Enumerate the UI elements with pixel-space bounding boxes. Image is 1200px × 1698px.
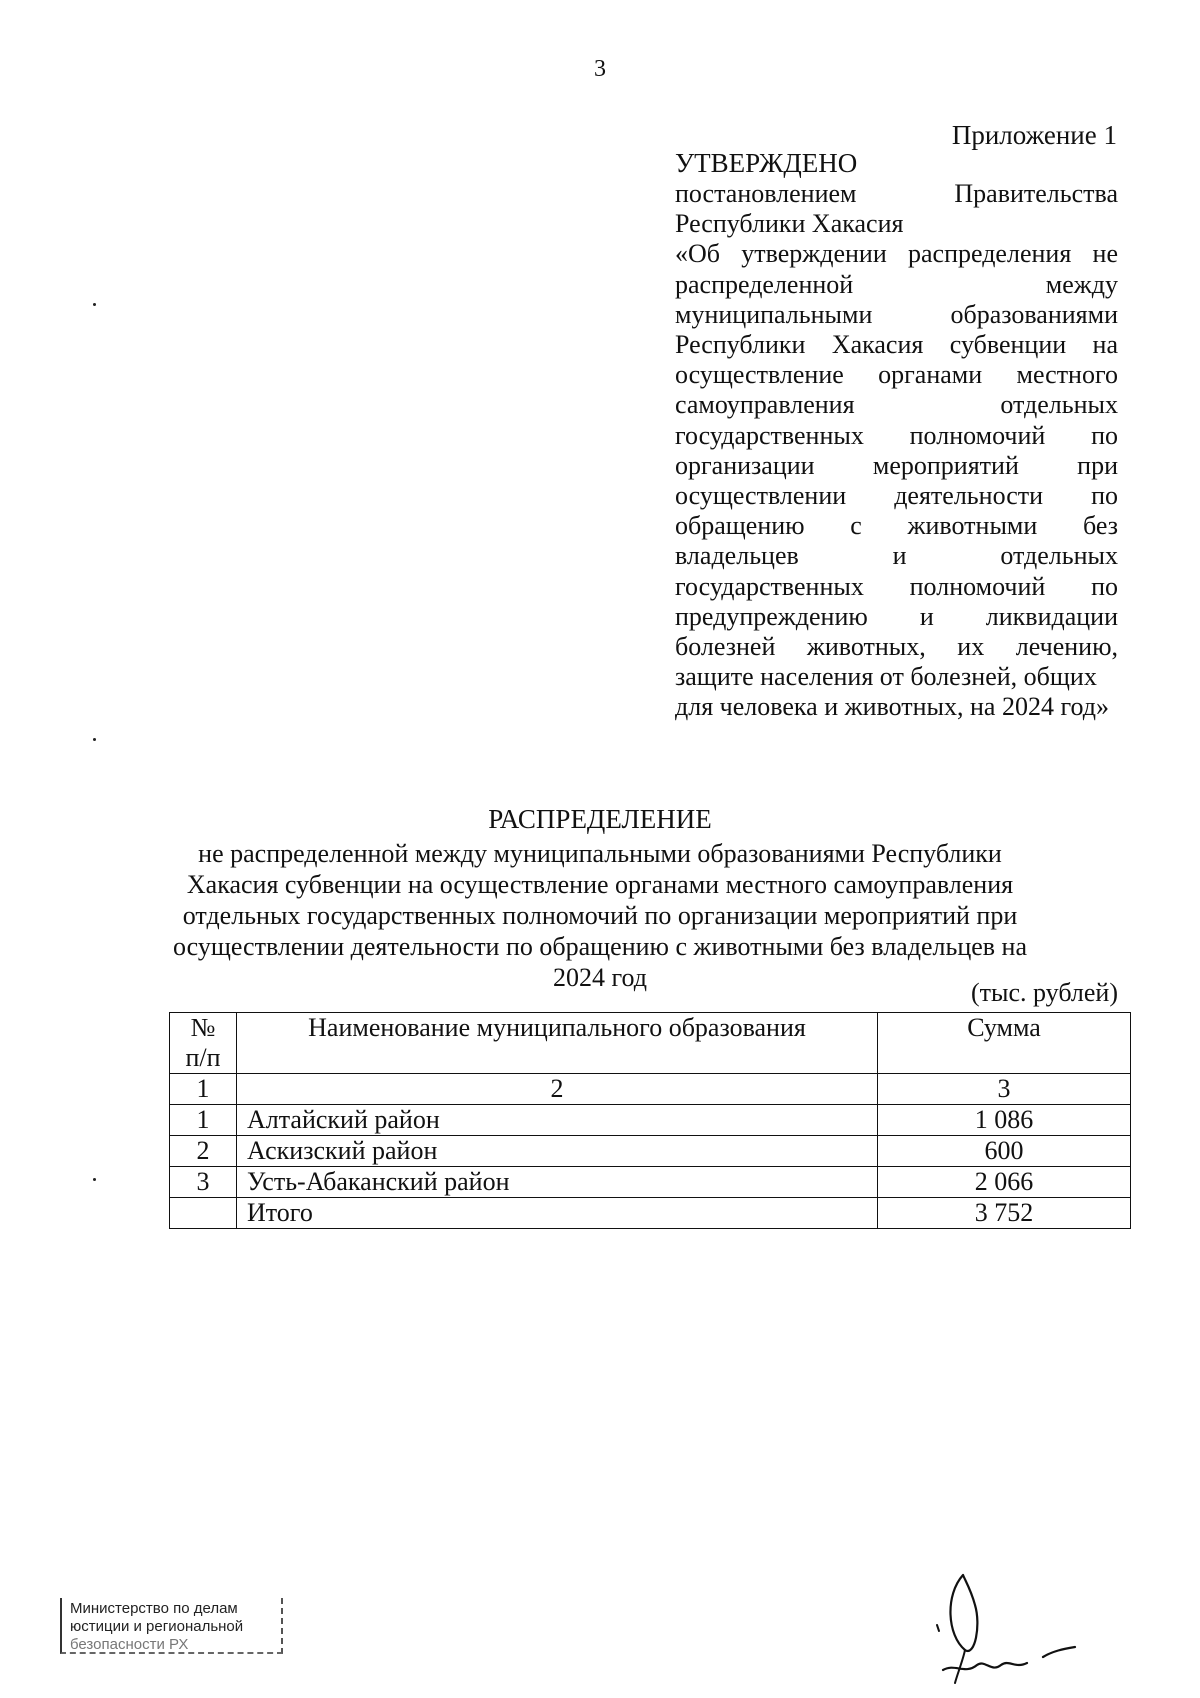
header-name: Наименование муниципального образования [237,1013,878,1074]
margin-dot [93,303,96,306]
stamp-line-3: безопасности РХ [70,1636,189,1653]
margin-dot [93,1178,96,1181]
table-row [170,1136,1131,1167]
row-name: Аскизский район [237,1136,878,1167]
page-number: 3 [594,56,606,82]
decree-title: «Об утверждении распределения не распределенной между муниципальными образованиями Республики Хакасия субвенции на осуществление органами местного самоуправления отдельных государственных полномочий по организации мероприятий при осуществлении деятельности по обращению с животными без владельцев и отдельных государственных полномочий по предупреждению и ликвидации болезней животных, их лечению, защите населения от болезней, общих [675,239,1118,692]
index-cell: 3 [878,1074,1131,1105]
total-label: Итого [237,1198,878,1229]
table-total-row [170,1198,1131,1229]
stamp-line-2: юстиции и региональной [70,1618,244,1635]
index-cell: 1 [170,1074,237,1105]
table-row [170,1105,1131,1136]
row-num: 2 [170,1136,237,1167]
unit-label: (тыс. рублей) [970,978,1118,1007]
row-num: 3 [170,1167,237,1198]
row-sum: 600 [878,1136,1131,1167]
row-name: Усть-Абаканский район [237,1167,878,1198]
row-sum: 1 086 [878,1105,1131,1136]
table-header-row [170,1013,1131,1074]
total-num [170,1198,237,1229]
document-heading: РАСПРЕДЕЛЕНИЕ [488,804,712,834]
approval-line-1 [675,179,1118,209]
table-row [170,1167,1131,1198]
index-cell: 2 [237,1074,878,1105]
approval-line-2: Республики Хакасия [675,209,904,239]
approved-label: УТВЕРЖДЕНО [675,148,858,178]
approval-block [675,148,1118,723]
margin-dot [93,738,96,741]
approval-line-1-left: постановлением [675,179,857,208]
decree-title-last-line: для человека и животных, на 2024 год» [675,692,1109,722]
row-sum: 2 066 [878,1167,1131,1198]
registration-stamp [60,1598,283,1654]
row-num: 1 [170,1105,237,1136]
header-num: № п/п [170,1013,237,1074]
table-index-row [170,1074,1131,1105]
approval-line-1-right: Правительства [954,179,1118,208]
distribution-table [169,1012,1131,1229]
document-subheading: не распределенной между муниципальными образованиями Республики Хакасия субвенции на осуществление органами местного самоуправления отдельных государственных полномочий по организации мероприятий при осуществлении деятельности по обращению с животными без владельцев на 2024 год [172,839,1027,992]
appendix-label: Приложение 1 [951,120,1117,150]
signature-mark [935,1565,1085,1685]
header-sum: Сумма [878,1013,1131,1074]
stamp-line-1: Министерство по делам [70,1600,238,1617]
row-name: Алтайский район [237,1105,878,1136]
total-sum: 3 752 [878,1198,1131,1229]
